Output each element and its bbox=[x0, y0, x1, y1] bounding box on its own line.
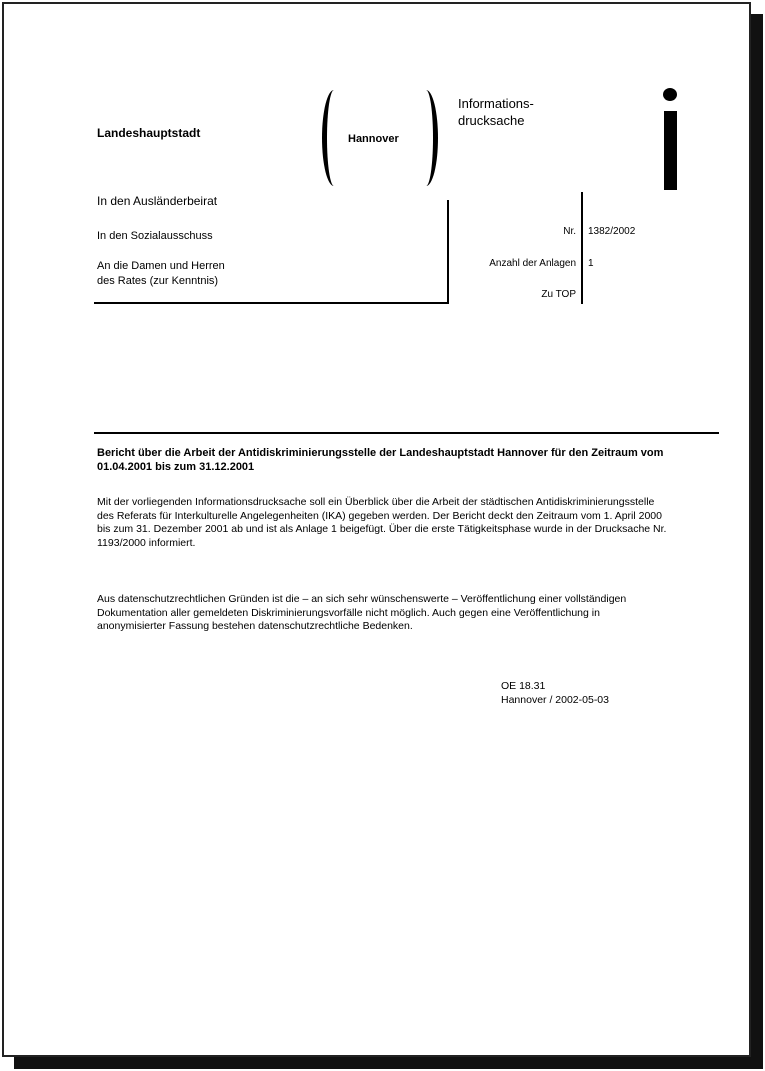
page-shadow-right bbox=[751, 14, 763, 1067]
attachments-label: Anzahl der Anlagen bbox=[489, 258, 576, 269]
subject-heading: Bericht über die Arbeit der Antidiskriminierungsstelle der Landeshauptstadt Hannover für den Zeitraum vom 01.04.2001 bis zum 31.12.2001 bbox=[97, 447, 664, 473]
document-type-line1: Informations- bbox=[458, 96, 534, 111]
body-paragraph-2: Aus datenschutzrechtlichen Gründen ist die – an sich sehr wünschenswerte – Veröffentlichung einer vollständigen Dokumentation aller gemeldeten Diskriminierungsvorfälle nicht möglich. Auch gegen eine Veröffentlichung in anonymisierter Fassung bestehen datenschutzrechtliche Bedenken. bbox=[97, 593, 627, 632]
address-box-side-rule bbox=[447, 200, 449, 304]
body-paragraph-1: Mit der vorliegenden Informationsdrucksache soll ein Überblick über die Arbeit der städtischen Antidiskriminierungsstelle des Referats für Interkulturelle Angelegenheiten (IKA) gegeben werden. Der Bericht deckt den Zeitraum vom 1. April 2000 bis zum 31. Dezember 2001 ab und ist als Anlage 1 beigefügt. Über die erste Tätigkeitsphase wurde in der Drucksache Nr. 1193/2000 informiert. bbox=[97, 496, 667, 549]
recipient-line-1: In den Ausländerbeirat bbox=[97, 194, 218, 208]
recipient-line-2: In den Sozialausschuss bbox=[97, 230, 213, 242]
document-type bbox=[458, 95, 534, 129]
info-i-icon-dot bbox=[663, 88, 677, 101]
ref-label: Zu TOP bbox=[541, 289, 576, 300]
logo-bracket-right bbox=[418, 90, 438, 186]
authority-title: Landeshauptstadt bbox=[97, 126, 201, 140]
document-page bbox=[2, 2, 751, 1057]
attachments-value: 1 bbox=[588, 258, 594, 269]
recipient-line-3 bbox=[97, 259, 225, 289]
signature-office: OE 18.31 bbox=[501, 680, 546, 692]
signature-place-date: Hannover / 2002-05-03 bbox=[501, 693, 609, 706]
subject-rule bbox=[94, 432, 719, 434]
recipient-line-3a: An die Damen und Herren bbox=[97, 260, 225, 272]
logo-bracket-left bbox=[322, 90, 342, 186]
signature-block bbox=[501, 680, 609, 707]
meta-divider bbox=[581, 192, 583, 304]
number-label: Nr. bbox=[563, 226, 576, 237]
number-value: 1382/2002 bbox=[588, 226, 636, 237]
city-label: Hannover bbox=[348, 133, 399, 145]
address-box-bottom-rule bbox=[94, 302, 449, 304]
info-i-icon bbox=[664, 111, 677, 190]
recipient-line-3b: des Rates (zur Kenntnis) bbox=[97, 275, 219, 287]
document-type-line2: drucksache bbox=[458, 113, 525, 128]
page-shadow-bottom bbox=[14, 1057, 763, 1069]
